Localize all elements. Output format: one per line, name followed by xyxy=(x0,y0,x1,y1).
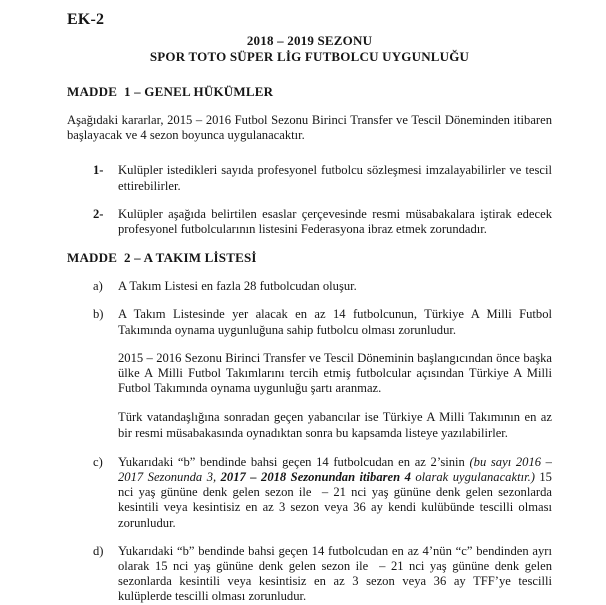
item-marker: 2- xyxy=(93,206,104,221)
item-subparagraph: 2015 – 2016 Sezonu Birinci Transfer ve Tescil Döneminin başlangıcından önce başka ülke A Milli Futbol Takımlarını tercih etmiş futbolcular açısından Türkiye A Milli Futbol Takımında oynama uygunluğu şartı aranmaz. xyxy=(118,350,552,396)
item-text: A Takım Listesi en fazla 28 futbolcudan oluşur. xyxy=(118,279,357,294)
section-madde-1 xyxy=(67,84,552,237)
item-text: Yukarıdaki “b” bendinde bahsi geçen 14 futbolcudan en az 4’nün “c” bendinden ayrı olarak 15 nci yaş gününe denk gelen sezon ile – 21 nci yaş gününe denk gelen sezonlarda kesintili veya kesintisiz en az 3 sezon veya 36 ay TFF’ye tescilli kulüplerde tescilli olması zorunludur. xyxy=(118,543,552,604)
item-subparagraph: Türk vatandaşlığına sonradan geçen yabancılar ise Türkiye A Milli Takımının en az bir resmi müsabakasında oynadıktan sonra bu kapsamda listeye yazılabilirler. xyxy=(118,410,552,440)
item-marker: c) xyxy=(93,454,103,469)
item-marker: 1- xyxy=(93,163,104,178)
section-heading: MADDE 2 – A TAKIM LİSTESİ xyxy=(67,250,257,266)
title-league-line: SPOR TOTO SÜPER LİG FUTBOLCU UYGUNLUĞU xyxy=(149,48,470,64)
section-heading: MADDE 1 – GENEL HÜKÜMLER xyxy=(67,84,274,99)
title-season-line: 2018 – 2019 SEZONU xyxy=(246,33,373,48)
section-intro-paragraph: Aşağıdaki kararlar, 2015 – 2016 Futbol Sezonu Birinci Transfer ve Tescil Döneminden itibaren başlayacak ve 4 sezon boyunca uygulanacaktır. xyxy=(67,113,552,143)
section-madde-2 xyxy=(67,250,552,604)
item-text: A Takım Listesinde yer alacak en az 14 futbolcunun, Türkiye A Milli Futbol Takımında oynama uygunluğuna sahip futbolcu olması zorunludur. xyxy=(118,307,552,337)
appendix-tag: EK-2 xyxy=(67,11,105,28)
item-text: Kulüpler aşağıda belirtilen esaslar çerçevesinde resmi müsabakalara iştirak edecek profesyonel futbolcularının listesini Federasyona ibraz etmek zorundadır. xyxy=(118,206,552,237)
item-text: Kulüpler istedikleri sayıda profesyonel futbolcu sözleşmesi imzalayabilirler ve tescil ettirebilirler. xyxy=(118,163,552,193)
list-item-a xyxy=(67,279,552,294)
list-item-1 xyxy=(67,163,552,193)
item-marker: b) xyxy=(93,307,104,322)
document-title xyxy=(67,33,552,64)
list-item-c xyxy=(67,455,552,531)
item-marker: d) xyxy=(93,543,104,558)
list-item-b xyxy=(67,307,552,337)
document-sections xyxy=(67,84,552,605)
list-item-d xyxy=(67,544,552,605)
list-item-2 xyxy=(67,207,552,237)
item-marker: a) xyxy=(93,279,103,294)
item-text: Yukarıdaki “b” bendinde bahsi geçen 14 futbolcudan en az 2’sinin (bu sayı 2016 – 2017 Sezonunda 3, 2017 – 2018 Sezonundan itibaren 4 olarak uygulanacaktır.) 15 nci yaş gününe denk gelen sezon ile – 21 nci yaş gününe denk gelen sezonlarda kesintili veya kesintisiz en az 3 sezon veya 36 ay kendi kulübünde tescilli olması zorunludur. xyxy=(118,454,552,530)
